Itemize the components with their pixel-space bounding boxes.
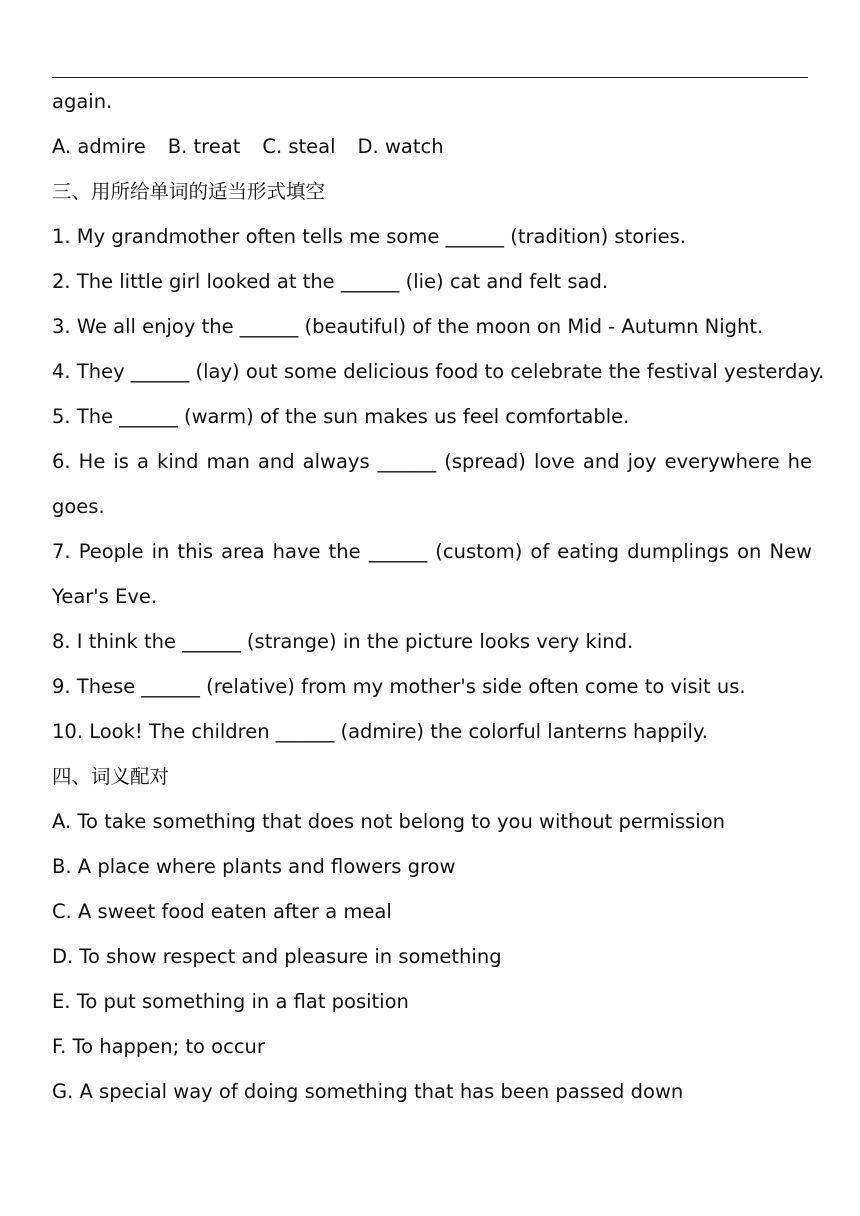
question-6: 6. He is a kind man and always ______ (spread) love and joy everywhere he: [52, 450, 812, 473]
section-4-heading: 四、词义配对: [52, 765, 170, 788]
question-2: 2. The little girl looked at the ______ (lie) cat and felt sad.: [52, 270, 609, 293]
worksheet-body: [52, 86, 825, 1121]
question-7-continued: Year's Eve.: [52, 585, 158, 608]
section-3-heading: 三、用所给单词的适当形式填空: [52, 180, 326, 203]
question-9: 9. These ______ (relative) from my mother's side often come to visit us.: [52, 675, 746, 698]
question-1: 1. My grandmother often tells me some ______ (tradition) stories.: [52, 225, 686, 248]
question-4: 4. They ______ (lay) out some delicious food to celebrate the festival yesterday.: [52, 360, 825, 383]
question-10: 10. Look! The children ______ (admire) the colorful lanterns happily.: [52, 720, 708, 743]
definition-a: A. To take something that does not belong to you without permission: [52, 810, 725, 833]
question-5: 5. The ______ (warm) of the sun makes us feel comfortable.: [52, 405, 630, 428]
option-b: B. treat: [167, 135, 241, 158]
question-6-continued: goes.: [52, 495, 105, 518]
answer-options: [52, 131, 812, 176]
question-8: 8. I think the ______ (strange) in the picture looks very kind.: [52, 630, 634, 653]
carry-over-text: again.: [52, 90, 113, 113]
question-3: 3. We all enjoy the ______ (beautiful) of the moon on Mid - Autumn Night.: [52, 315, 764, 338]
question-7: 7. People in this area have the ______ (custom) of eating dumplings on New: [52, 540, 812, 563]
header-rule: [52, 77, 808, 78]
definition-g: G. A special way of doing something that has been passed down: [52, 1080, 684, 1103]
option-a: A. admire: [52, 135, 146, 158]
definition-c: C. A sweet food eaten after a meal: [52, 900, 392, 923]
definition-e: E. To put something in a flat position: [52, 990, 409, 1013]
definition-b: B. A place where plants and flowers grow: [52, 855, 456, 878]
definition-f: F. To happen; to occur: [52, 1035, 265, 1058]
option-d: D. watch: [357, 135, 444, 158]
option-c: C. steal: [262, 135, 336, 158]
definition-d: D. To show respect and pleasure in something: [52, 945, 502, 968]
